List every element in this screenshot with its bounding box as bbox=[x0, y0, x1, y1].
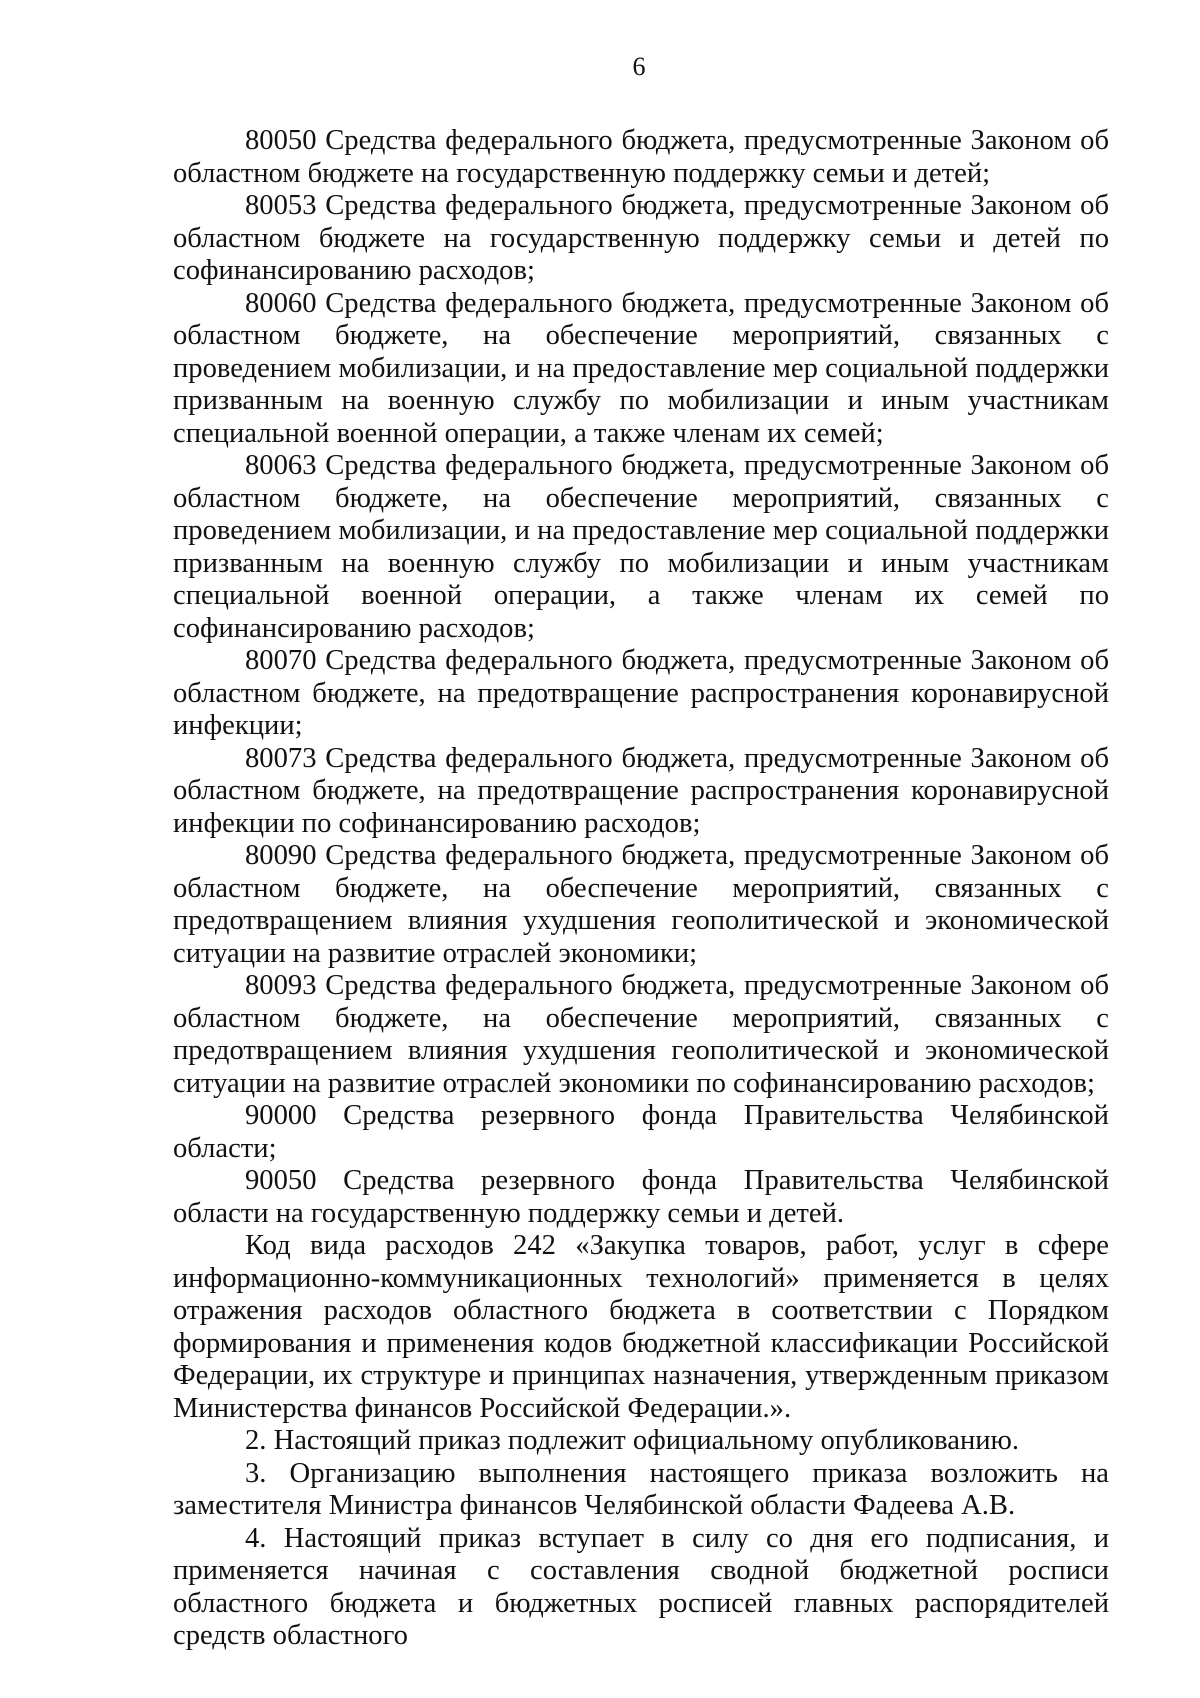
paragraph-80090: 80090 Средства федерального бюджета, предусмотренные Законом об областном бюджете, на обеспечение мероприятий, связанных с предотвращением влияния ухудшения геополитической и экономической ситуации на развитие отраслей экономики; bbox=[173, 840, 1109, 969]
paragraph-item-3: 3. Организацию выполнения настоящего приказа возложить на заместителя Министра финансов Челябинской области Фадеева А.В. bbox=[173, 1457, 1109, 1521]
paragraph-item-2: 2. Настоящий приказ подлежит официальному опубликованию. bbox=[245, 1425, 1020, 1456]
paragraph-expense-code-242: Код вида расходов 242 «Закупка товаров, работ, услуг в сфере информационно-коммуникационных технологий» применяется в целях отражения расходов областного бюджета в соответствии с Порядком формирования и применения кодов бюджетной классификации Российской Федерации, их структуре и принципах назначения, утвержденным приказом Министерства финансов Российской Федерации.». bbox=[173, 1230, 1109, 1424]
paragraph-80060: 80060 Средства федерального бюджета, предусмотренные Законом об областном бюджете, на обеспечение мероприятий, связанных с проведением мобилизации, и на предоставление мер социальной поддержки призванным на военную службу по мобилизации и иным участникам специальной военной операции, а также членам их семей; bbox=[173, 287, 1109, 449]
paragraph-80053: 80053 Средства федерального бюджета, предусмотренные Законом об областном бюджете на государственную поддержку семьи и детей по софинансированию расходов; bbox=[173, 190, 1109, 286]
paragraph-80093: 80093 Средства федерального бюджета, предусмотренные Законом об областном бюджете, на обеспечение мероприятий, связанных с предотвращением влияния ухудшения геополитической и экономической ситуации на развитие отраслей экономики по софинансированию расходов; bbox=[173, 970, 1109, 1099]
page-number: 6 bbox=[632, 52, 646, 81]
paragraph-90050: 90050 Средства резервного фонда Правительства Челябинской области на государственную поддержку семьи и детей. bbox=[173, 1165, 1109, 1229]
document-body bbox=[173, 125, 1109, 1653]
paragraph-80050: 80050 Средства федерального бюджета, предусмотренные Законом об областном бюджете на государственную поддержку семьи и детей; bbox=[173, 125, 1109, 189]
paragraph-80073: 80073 Средства федерального бюджета, предусмотренные Законом об областном бюджете, на предотвращение распространения коронавирусной инфекции по софинансированию расходов; bbox=[173, 742, 1109, 839]
paragraph-80063: 80063 Средства федерального бюджета, предусмотренные Законом об областном бюджете, на обеспечение мероприятий, связанных с проведением мобилизации, и на предоставление мер социальной поддержки призванным на военную службу по мобилизации и иным участникам специальной военной операции, а также членам их семей по софинансированию расходов; bbox=[173, 450, 1109, 644]
paragraph-80070: 80070 Средства федерального бюджета, предусмотренные Законом об областном бюджете, на предотвращение распространения коронавирусной инфекции; bbox=[173, 645, 1109, 741]
paragraph-item-4: 4. Настоящий приказ вступает в силу со дня его подписания, и применяется начиная с составления сводной бюджетной росписи областного бюджета и бюджетных росписей главных распорядителей средств областного bbox=[173, 1522, 1109, 1651]
paragraph-90000: 90000 Средства резервного фонда Правительства Челябинской области; bbox=[173, 1100, 1109, 1164]
